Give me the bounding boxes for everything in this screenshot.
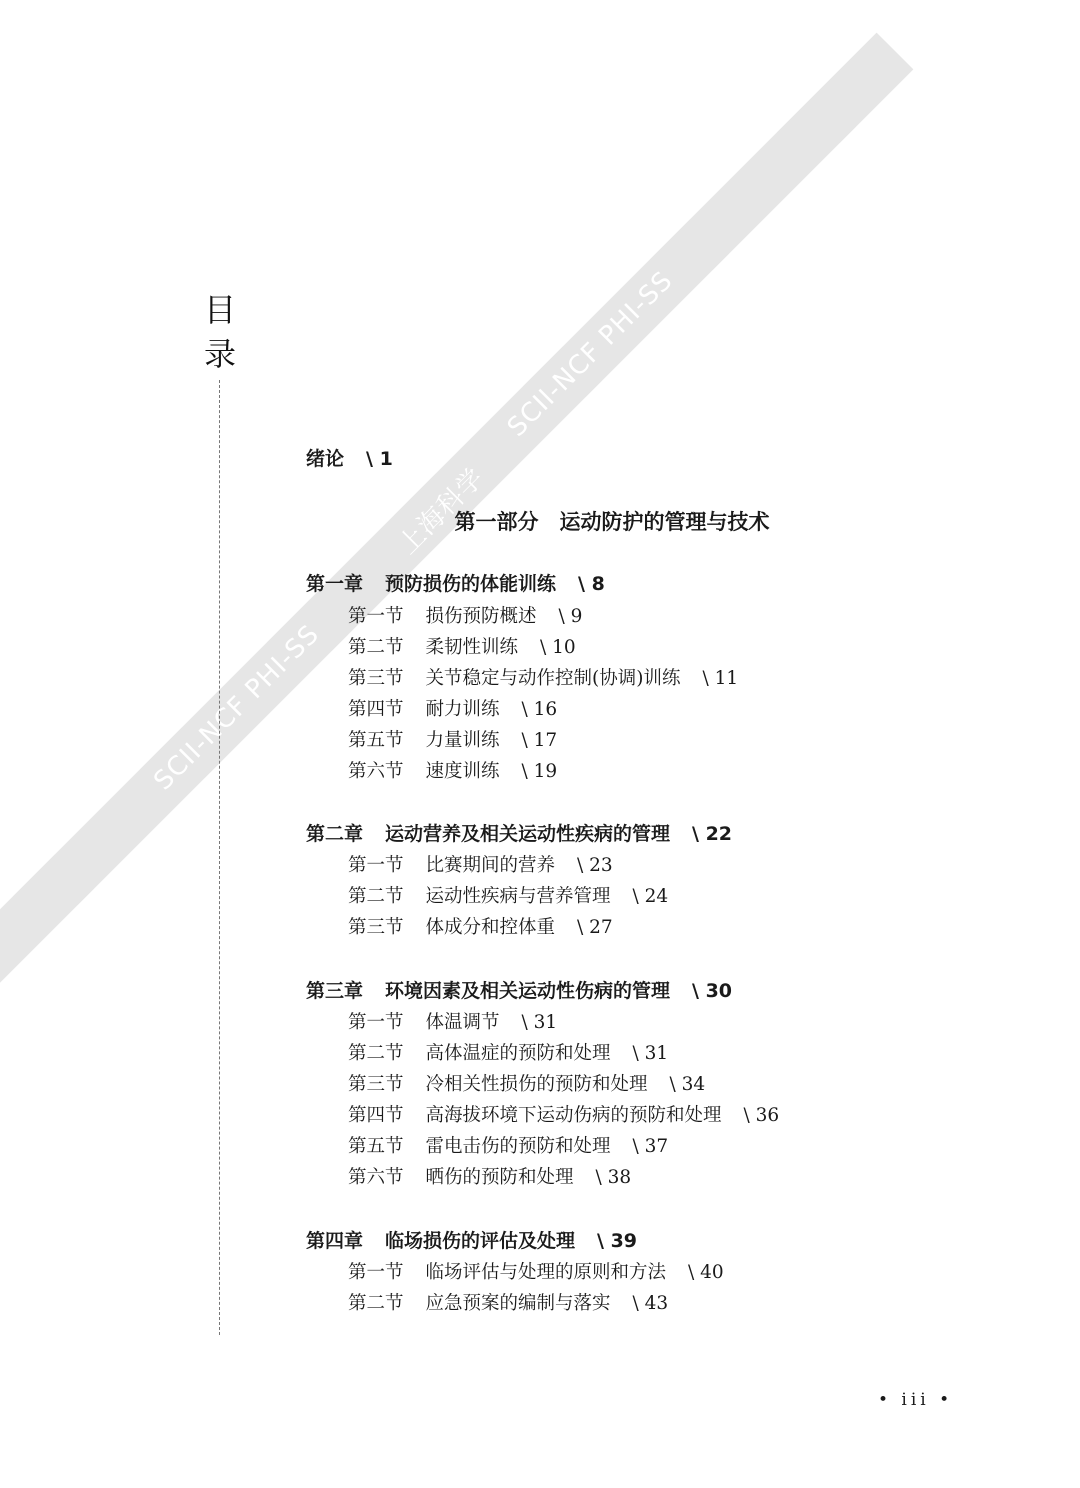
toc-section[interactable] — [348, 757, 557, 783]
toc-section[interactable] — [348, 851, 613, 877]
toc-chapter[interactable] — [306, 569, 605, 596]
chapter-title: 运动营养及相关运动性疾病的管理 — [385, 823, 671, 845]
section-number: 第二节 — [348, 637, 404, 658]
section-number: 第二节 — [348, 1293, 404, 1314]
toc-section[interactable] — [348, 664, 738, 690]
section-page: \ 17 — [521, 730, 558, 751]
section-title: 损伤预防概述 — [425, 606, 537, 627]
section-number: 第四节 — [348, 699, 404, 720]
section-number: 第三节 — [348, 1074, 404, 1095]
page-title: 目 录 — [204, 291, 237, 373]
chapter-title: 环境因素及相关运动性伤病的管理 — [385, 980, 671, 1002]
chapter-number: 第三章 — [306, 980, 364, 1002]
section-title: 雷电击伤的预防和处理 — [425, 1136, 611, 1157]
section-number: 第三节 — [348, 668, 404, 689]
part-heading: 第一部分 运动防护的管理与技术 — [454, 510, 770, 534]
section-title: 运动性疾病与营养管理 — [425, 886, 611, 907]
toc-intro[interactable] — [306, 444, 393, 471]
section-title: 临场评估与处理的原则和方法 — [425, 1262, 667, 1283]
section-page: \ 40 — [688, 1262, 724, 1283]
toc-section[interactable] — [348, 913, 613, 939]
section-number: 第六节 — [348, 761, 404, 782]
chapter-title: 临场损伤的评估及处理 — [385, 1230, 576, 1252]
section-title: 体成分和控体重 — [425, 917, 556, 938]
section-title: 高体温症的预防和处理 — [425, 1043, 611, 1064]
toc-chapter[interactable] — [306, 819, 732, 846]
section-number: 第一节 — [348, 1262, 404, 1283]
section-page: \ 19 — [521, 761, 558, 782]
section-number: 第五节 — [348, 1136, 404, 1157]
section-number: 第六节 — [348, 1167, 404, 1188]
toc-section[interactable] — [348, 695, 557, 721]
toc-section[interactable] — [348, 602, 582, 628]
chapter-number: 第二章 — [306, 823, 364, 845]
toc-section[interactable] — [348, 1008, 557, 1034]
section-number: 第三节 — [348, 917, 404, 938]
section-title: 柔韧性训练 — [425, 637, 519, 658]
section-page: \ 31 — [521, 1012, 558, 1033]
toc-section[interactable] — [348, 882, 668, 908]
watermark-text: 上海科学 — [392, 462, 491, 561]
toc-section[interactable] — [348, 1163, 631, 1189]
section-page: \ 9 — [558, 606, 583, 627]
section-page: \ 31 — [632, 1043, 669, 1064]
dotted-divider — [219, 380, 220, 1335]
section-title: 晒伤的预防和处理 — [425, 1167, 574, 1188]
toc-chapter[interactable] — [306, 976, 732, 1003]
chapter-page: \ 8 — [578, 573, 605, 595]
toc-section[interactable] — [348, 1258, 724, 1284]
toc-section[interactable] — [348, 1132, 668, 1158]
watermark-text: SCII-NCF PHI-SS — [148, 619, 326, 797]
section-title: 耐力训练 — [425, 699, 500, 720]
section-title: 体温调节 — [425, 1012, 500, 1033]
section-page: \ 37 — [632, 1136, 669, 1157]
section-page: \ 24 — [632, 886, 669, 907]
section-page: \ 16 — [521, 699, 558, 720]
section-title: 高海拔环境下运动伤病的预防和处理 — [425, 1105, 722, 1126]
toc-section[interactable] — [348, 1101, 779, 1127]
chapter-number: 第四章 — [306, 1230, 364, 1252]
chapter-page: \ 39 — [597, 1230, 638, 1252]
section-page: \ 10 — [540, 637, 576, 658]
section-number: 第一节 — [348, 855, 404, 876]
section-page: \ 43 — [632, 1293, 669, 1314]
chapter-title: 预防损伤的体能训练 — [385, 573, 557, 595]
section-title: 关节稳定与动作控制(协调)训练 — [425, 668, 681, 689]
chapter-page: \ 30 — [692, 980, 733, 1002]
chapter-page: \ 22 — [692, 823, 733, 845]
section-number: 第一节 — [348, 606, 404, 627]
section-number: 第二节 — [348, 1043, 404, 1064]
section-page: \ 11 — [702, 668, 739, 689]
toc-chapter[interactable] — [306, 1226, 637, 1253]
watermark-text: SCII-NCF PHI-SS — [501, 265, 679, 443]
section-page: \ 36 — [743, 1105, 780, 1126]
section-title: 力量训练 — [425, 730, 500, 751]
section-page: \ 27 — [577, 917, 613, 938]
section-page: \ 23 — [577, 855, 613, 876]
section-number: 第一节 — [348, 1012, 404, 1033]
section-title: 冷相关性损伤的预防和处理 — [425, 1074, 648, 1095]
toc-section[interactable] — [348, 1070, 705, 1096]
section-number: 第五节 — [348, 730, 404, 751]
chapter-number: 第一章 — [306, 573, 364, 595]
page-number: • iii • — [878, 1390, 954, 1410]
section-title: 应急预案的编制与落实 — [425, 1293, 611, 1314]
section-title: 速度训练 — [425, 761, 500, 782]
toc-intro-page: \ 1 — [366, 448, 393, 470]
section-number: 第二节 — [348, 886, 404, 907]
toc-section[interactable] — [348, 726, 557, 752]
toc-section[interactable] — [348, 1039, 668, 1065]
toc-intro-label: 绪论 — [306, 448, 345, 470]
toc-section[interactable] — [348, 1289, 668, 1315]
section-page: \ 34 — [669, 1074, 706, 1095]
section-page: \ 38 — [595, 1167, 632, 1188]
section-title: 比赛期间的营养 — [425, 855, 556, 876]
toc-section[interactable] — [348, 633, 576, 659]
section-number: 第四节 — [348, 1105, 404, 1126]
